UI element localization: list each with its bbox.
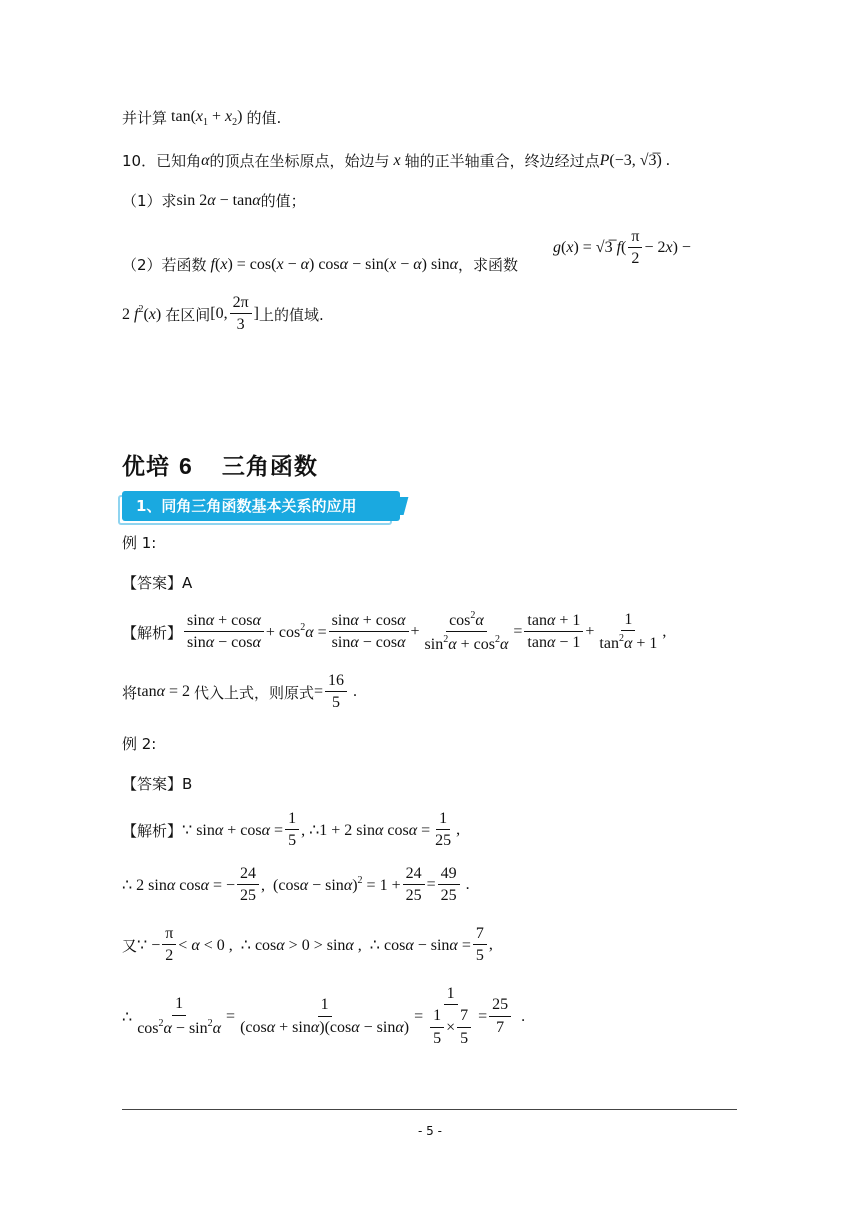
fraction: $\frac{24}{25}$ — [403, 865, 425, 906]
topic-banner — [122, 491, 400, 521]
fraction: $\frac{\sin\alpha + \cos\alpha}{\sin\alpha - \cos\alpha}$ — [329, 612, 409, 653]
example-2-analysis — [122, 810, 460, 851]
fraction: $\frac{\pi}{2}$ — [628, 228, 642, 269]
example-2-step-3 — [122, 925, 493, 966]
fraction: 1 $\frac{1}{5}$ × $\frac{7}{5}$ — [425, 985, 476, 1048]
text: 例 1: — [122, 534, 157, 552]
formula: g(x) = √3̅ f( — [553, 239, 627, 257]
text: 【答案】A — [122, 574, 193, 592]
formula: . — [513, 1007, 526, 1025]
formula: ∵ − — [137, 937, 161, 955]
text: 代入上式，则原式 — [194, 683, 315, 702]
g-function-formula — [553, 228, 691, 269]
text: ，求函数 — [458, 256, 519, 274]
formula: = — [226, 1007, 236, 1025]
example-1-substitution — [122, 672, 357, 713]
formula: + — [585, 623, 595, 641]
section-title — [122, 448, 318, 481]
text: 轴的正半轴重合，终边经过点 — [404, 152, 600, 170]
question-10-part-1 — [122, 190, 306, 211]
formula: = — [414, 1007, 424, 1025]
text: （2）若函数 — [122, 256, 207, 274]
formula: + $\cos^2\alpha$ = — [265, 622, 327, 642]
formula: ∴ — [122, 1008, 133, 1026]
formula: , — [488, 936, 493, 954]
banner-text: 1、同角三角函数基本关系的应用 — [136, 497, 357, 515]
question-10 — [122, 150, 670, 171]
fraction: $\frac{7}{5}$ — [473, 925, 487, 966]
text: 优培 — [122, 454, 170, 480]
text: 例 2: — [122, 735, 157, 753]
formula: P(−3, √3̅) . — [599, 151, 670, 169]
fraction: $\frac{\cos^2\alpha}{\sin^2\alpha + \cos^2\alpha}$ — [424, 610, 509, 654]
fraction: $\frac{\sin\alpha + \cos\alpha}{\sin\alpha - \cos\alpha}$ — [184, 612, 264, 653]
formula: ∵ sinα + cosα = — [182, 822, 284, 840]
formula: = — [478, 1007, 488, 1025]
fraction: $\frac{1}{\cos^2\alpha - \sin^2\alpha}$ — [137, 995, 222, 1037]
text: 的值. — [246, 109, 282, 127]
formula: f(x) = cos(x − α) cosα − sin(x − α) sinα — [210, 255, 459, 273]
formula: [0, — [210, 305, 228, 323]
question-10-part-2-cont — [122, 294, 324, 335]
fraction: $\frac{\pi}{2}$ — [162, 925, 176, 966]
formula: tanα = 2 — [137, 683, 194, 701]
example-1-analysis — [122, 610, 666, 655]
formula: = — [314, 683, 324, 701]
text: 又 — [122, 936, 138, 955]
formula: . — [461, 876, 470, 894]
formula: , ∴1 + 2 sinα cosα = — [301, 822, 431, 840]
page-number: - 5 - — [418, 1124, 442, 1138]
fraction: $\frac{16}{5}$ — [325, 672, 347, 713]
formula: , $(\cos\alpha - \sin\alpha)^2 = 1$ + — [261, 875, 401, 895]
text: 并计算 — [122, 109, 168, 127]
text: （1）求 — [122, 192, 177, 210]
formula: ∴ 2 sinα cosα = − — [122, 877, 236, 895]
continuation-line — [122, 107, 281, 128]
text: 的顶点在坐标原点，始边与 — [209, 152, 390, 170]
formula: + — [410, 623, 420, 641]
fraction: $\frac{24}{25}$ — [237, 865, 259, 906]
text: 6 — [179, 453, 193, 479]
formula: x — [389, 151, 405, 169]
text: 【解析】 — [122, 623, 183, 642]
formula: , — [456, 821, 461, 839]
question-10-part-2 — [122, 254, 518, 275]
example-1-answer — [122, 572, 192, 593]
formula: = — [513, 623, 523, 641]
text: 在区间 — [165, 305, 211, 324]
formula: ] — [253, 305, 259, 323]
formula: = — [426, 876, 436, 894]
text: 【解析】 — [122, 821, 183, 840]
fraction: $\frac{25}{7}$ — [489, 996, 511, 1037]
formula: sin 2α − tanα — [176, 191, 261, 209]
example-2-answer — [122, 773, 192, 794]
text: 三角函数 — [221, 454, 318, 480]
footer-rule — [122, 1109, 737, 1110]
formula: 2 $f^2(x)$ — [122, 304, 166, 324]
formula: . — [349, 683, 358, 701]
fraction: $\frac{49}{25}$ — [438, 865, 460, 906]
text: 的值； — [260, 192, 306, 210]
text: 上的值域. — [258, 305, 324, 324]
fraction: $\frac{1}{25}$ — [435, 810, 452, 850]
formula: α — [201, 151, 210, 169]
fraction: $\frac{\tan\alpha + 1}{\tan\alpha - 1}$ — [524, 612, 583, 653]
example-2-label — [122, 733, 156, 754]
formula: − 2x) − — [644, 239, 691, 257]
text: 将 — [122, 683, 138, 702]
fraction: $\frac{1}{5}$ — [285, 810, 299, 851]
fraction: $\frac{1}{\tan^2\alpha + 1}$ — [599, 611, 658, 653]
example-1-label — [122, 532, 156, 553]
text: 【答案】B — [122, 775, 193, 793]
formula: $\tan(x_1 + x_2)$ — [167, 107, 247, 128]
text: 10．已知角 — [122, 152, 202, 170]
example-2-step-2 — [122, 865, 470, 906]
formula: < α < 0 , ∴ cosα > 0 > sinα , ∴ cosα − sinα = — [178, 937, 471, 955]
example-2-step-4 — [122, 985, 525, 1048]
fraction: $\frac{2\pi}{3}$ — [230, 294, 252, 335]
fraction: $\frac{1}{(\cos\alpha + \sin\alpha)(\cos\alpha - \sin\alpha)}$ — [240, 996, 410, 1036]
formula: , — [662, 623, 667, 641]
